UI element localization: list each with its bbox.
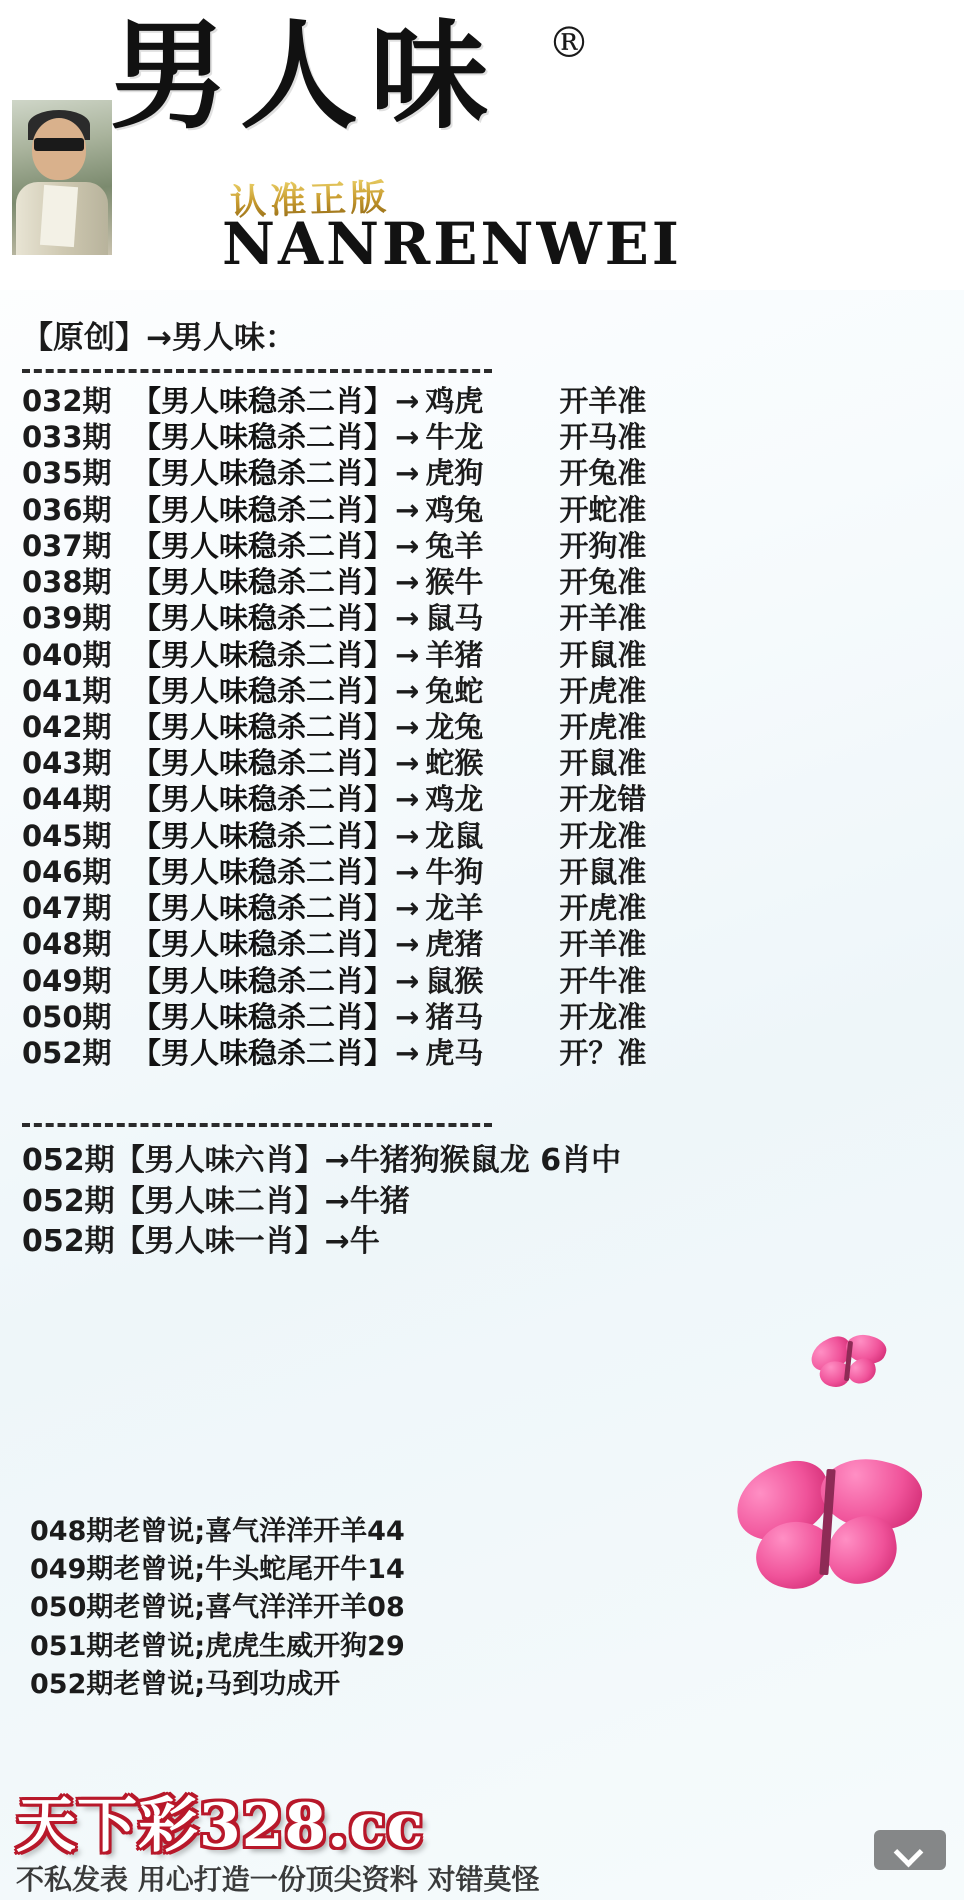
period-label: 050期	[22, 999, 112, 1034]
prediction-picks: 猴牛	[425, 565, 484, 600]
portrait-shirt	[40, 185, 78, 247]
period-label: 032期	[22, 384, 112, 418]
prediction-picks: 鸡龙	[425, 782, 484, 817]
prediction-result: 开羊准	[559, 384, 647, 418]
prediction-title: 【男人味稳杀二肖】	[132, 420, 394, 455]
note-row: 051期老曾说;虎虎生威开狗29	[30, 1630, 405, 1662]
arrow-icon: →	[395, 999, 420, 1034]
prediction-title: 【男人味稳杀二肖】	[132, 637, 394, 672]
prediction-picks: 虎猪	[425, 927, 484, 962]
arrow-icon: →	[395, 927, 420, 962]
period-label: 044期	[22, 782, 112, 817]
period-label: 041期	[22, 673, 112, 708]
prediction-result: 开牛准	[559, 963, 647, 998]
prediction-title: 【男人味稳杀二肖】	[132, 782, 394, 817]
prediction-title: 【男人味稳杀二肖】	[132, 709, 394, 744]
prediction-title: 【男人味稳杀二肖】	[132, 528, 394, 563]
period-label: 052期	[22, 1035, 112, 1070]
prediction-row	[22, 818, 964, 854]
prediction-title: 【男人味稳杀二肖】	[132, 673, 394, 708]
page-content	[0, 312, 964, 1704]
note-row: 052期老曾说;马到功成开	[30, 1668, 341, 1700]
prediction-result: 开羊准	[559, 601, 647, 636]
prediction-result: 开羊准	[559, 927, 647, 962]
summary-row-six: 052期【男人味六肖】→牛猪狗猴鼠龙 6肖中	[22, 1143, 622, 1179]
prediction-result: 开鼠准	[559, 637, 647, 672]
page-header	[0, 0, 964, 290]
arrow-icon: →	[395, 891, 420, 926]
prediction-result: 开虎准	[559, 891, 647, 926]
prediction-result: 开？准	[559, 1035, 647, 1070]
prediction-row	[22, 564, 964, 600]
prediction-result: 开兔准	[559, 565, 647, 600]
notes-list	[30, 1513, 964, 1705]
prediction-picks: 鼠马	[425, 601, 484, 636]
prediction-row	[22, 673, 964, 709]
prediction-row	[22, 926, 964, 962]
brand-title-en: NANRENWEI	[222, 210, 682, 278]
prediction-picks: 龙兔	[425, 709, 484, 744]
period-label: 033期	[22, 420, 112, 455]
arrow-icon: →	[395, 601, 420, 636]
prediction-result: 开龙准	[559, 999, 647, 1034]
prediction-row	[22, 383, 964, 419]
prediction-picks: 牛狗	[425, 854, 484, 889]
period-label: 047期	[22, 891, 112, 926]
period-label: 046期	[22, 854, 112, 889]
section-title: 【原创】→男人味：	[22, 320, 296, 356]
prediction-row	[22, 890, 964, 926]
arrow-icon: →	[395, 1035, 420, 1070]
arrow-icon: →	[395, 963, 420, 998]
prediction-row	[22, 854, 964, 890]
prediction-result: 开鼠准	[559, 854, 647, 889]
scroll-down-button[interactable]	[874, 1830, 946, 1870]
period-label: 037期	[22, 528, 112, 563]
prediction-row	[22, 528, 964, 564]
arrow-icon: →	[395, 384, 420, 418]
note-row: 049期老曾说;牛头蛇尾开牛14	[30, 1553, 405, 1585]
arrow-icon: →	[395, 854, 420, 889]
prediction-title: 【男人味稳杀二肖】	[132, 963, 394, 998]
prediction-row	[22, 781, 964, 817]
prediction-picks: 虎狗	[425, 456, 484, 491]
prediction-picks: 猪马	[425, 999, 484, 1034]
prediction-title: 【男人味稳杀二肖】	[132, 854, 394, 889]
prediction-title: 【男人味稳杀二肖】	[132, 456, 394, 491]
prediction-title: 【男人味稳杀二肖】	[132, 927, 394, 962]
sunglasses-icon	[34, 138, 84, 151]
arrow-icon: →	[395, 818, 420, 853]
prediction-row	[22, 455, 964, 491]
prediction-row	[22, 600, 964, 636]
period-label: 045期	[22, 818, 112, 853]
summary-row-two: 052期【男人味二肖】→牛猪	[22, 1183, 410, 1219]
summary-list	[22, 1141, 964, 1263]
registered-trademark-icon: ®	[548, 18, 590, 67]
prediction-title: 【男人味稳杀二肖】	[132, 384, 394, 418]
prediction-title: 【男人味稳杀二肖】	[132, 601, 394, 636]
period-label: 036期	[22, 492, 112, 527]
prediction-picks: 鸡虎	[425, 384, 484, 418]
note-row: 048期老曾说;喜气洋洋开羊44	[30, 1515, 405, 1547]
prediction-title: 【男人味稳杀二肖】	[132, 1035, 394, 1070]
period-label: 035期	[22, 456, 112, 491]
prediction-result: 开马准	[559, 420, 647, 455]
prediction-row	[22, 492, 964, 528]
prediction-picks: 羊猪	[425, 637, 484, 672]
prediction-row	[22, 709, 964, 745]
footer-disclaimer: 不私发表 用心打造一份顶尖资料 对错莫怪	[16, 1863, 540, 1896]
prediction-result: 开鼠准	[559, 746, 647, 781]
prediction-row	[22, 745, 964, 781]
prediction-picks: 牛龙	[425, 420, 484, 455]
period-label: 042期	[22, 709, 112, 744]
prediction-picks: 兔蛇	[425, 673, 484, 708]
note-row: 050期老曾说;喜气洋洋开羊08	[30, 1592, 405, 1624]
divider-middle	[22, 1123, 492, 1127]
arrow-icon: →	[395, 673, 420, 708]
site-watermark	[0, 1778, 964, 1864]
divider-top	[22, 369, 492, 373]
arrow-icon: →	[395, 637, 420, 672]
arrow-icon: →	[395, 420, 420, 455]
prediction-result: 开龙错	[559, 782, 647, 817]
period-label: 049期	[22, 963, 112, 998]
arrow-icon: →	[395, 565, 420, 600]
prediction-picks: 鼠猴	[425, 963, 484, 998]
prediction-result: 开狗准	[559, 528, 647, 563]
arrow-icon: →	[395, 528, 420, 563]
brand-logo	[110, 6, 682, 278]
prediction-row-current	[22, 1035, 964, 1071]
prediction-row	[22, 999, 964, 1035]
prediction-title: 【男人味稳杀二肖】	[132, 999, 394, 1034]
period-label: 039期	[22, 601, 112, 636]
footer-watermark-band	[0, 1782, 964, 1900]
prediction-result: 开虎准	[559, 709, 647, 744]
summary-row-one: 052期【男人味一肖】→牛	[22, 1224, 380, 1260]
arrow-icon: →	[395, 456, 420, 491]
prediction-picks: 蛇猴	[425, 746, 484, 781]
prediction-title: 【男人味稳杀二肖】	[132, 565, 394, 600]
prediction-picks: 龙羊	[425, 891, 484, 926]
prediction-row	[22, 419, 964, 455]
prediction-picks: 龙鼠	[425, 818, 484, 853]
period-label: 040期	[22, 637, 112, 672]
prediction-title: 【男人味稳杀二肖】	[132, 492, 394, 527]
prediction-result: 开兔准	[559, 456, 647, 491]
arrow-icon: →	[395, 746, 420, 781]
prediction-result: 开蛇准	[559, 492, 647, 527]
arrow-icon: →	[395, 709, 420, 744]
prediction-result: 开龙准	[559, 818, 647, 853]
prediction-row	[22, 963, 964, 999]
brand-authentic-badge: 认准正版	[229, 169, 391, 226]
period-label: 038期	[22, 565, 112, 600]
prediction-title: 【男人味稳杀二肖】	[132, 746, 394, 781]
site-watermark-domain: 328.cc	[199, 1791, 425, 1861]
period-label: 043期	[22, 746, 112, 781]
prediction-picks: 虎马	[425, 1035, 484, 1070]
prediction-row	[22, 637, 964, 673]
portrait-photo	[12, 100, 112, 255]
predictions-list	[22, 383, 964, 1071]
prediction-picks: 兔羊	[425, 528, 484, 563]
prediction-title: 【男人味稳杀二肖】	[132, 891, 394, 926]
prediction-result: 开虎准	[559, 673, 647, 708]
brand-title-cn: 男人味	[110, 6, 501, 145]
arrow-icon: →	[395, 492, 420, 527]
prediction-picks: 鸡兔	[425, 492, 484, 527]
site-watermark-cn: 天下彩	[16, 1791, 199, 1861]
period-label: 048期	[22, 927, 112, 962]
arrow-icon: →	[395, 782, 420, 817]
prediction-title: 【男人味稳杀二肖】	[132, 818, 394, 853]
